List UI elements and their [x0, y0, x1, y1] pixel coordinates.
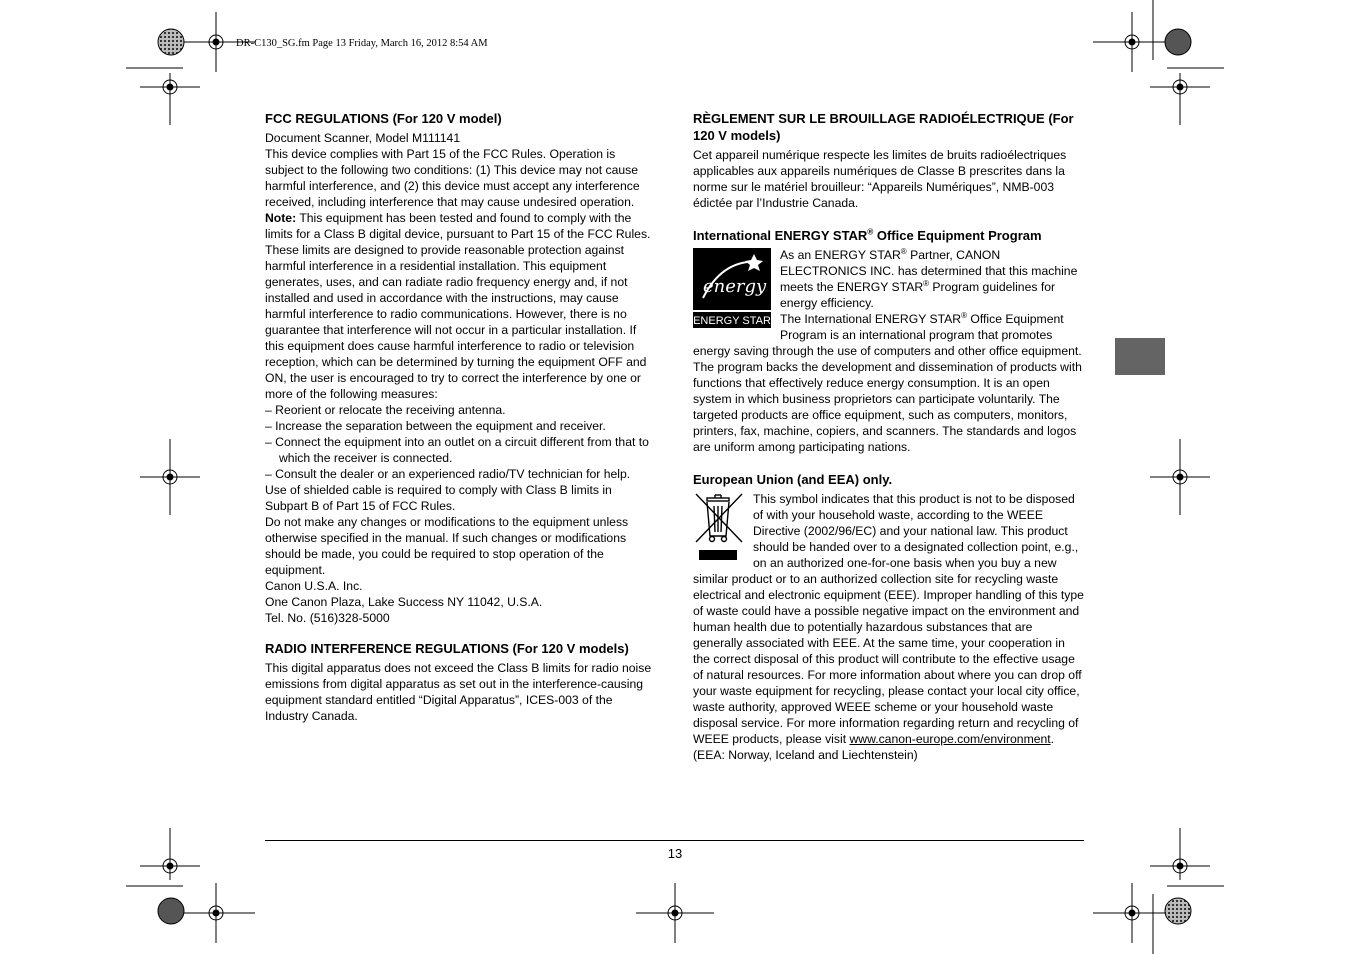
radio-text: This digital apparatus does not exceed the Class B limits for radio noise emissions from digital apparatus as set out in the interference-causing equipment standard entitled “Digital Apparatus”, ICES-003 of the Industry Canada.	[265, 661, 652, 723]
file-info-header: DR-C130_SG.fm Page 13 Friday, March 16, 2012 8:54 AM	[236, 38, 488, 49]
energy-star-label: ENERGY STAR	[693, 315, 771, 327]
fcc-paragraph-3: Do not make any changes or modifications to the equipment unless otherwise specified in the manual. If such changes or modifications should be made, you could be required to stop operation of the equipment.	[265, 515, 629, 577]
measure-item: – Consult the dealer or an experienced radio/TV technician for help.	[265, 467, 631, 481]
footer-rule	[265, 840, 1084, 841]
measure-item: – Increase the separation between the equipment and receiver.	[265, 419, 606, 433]
fcc-paragraph-1: This device complies with Part 15 of the FCC Rules. Operation is subject to the following two conditions: (1) This device may not cause harmful interference, and (2) this device must accept any interference received, including interference that may cause undesired operation.	[265, 147, 640, 209]
radio-title: RADIO INTERFERENCE REGULATIONS (For 120 V models)	[265, 641, 629, 656]
measure-item: – Reorient or relocate the receiving antenna.	[265, 403, 506, 417]
eu-text: This symbol indicates that this product is not to be disposed of with your household waste, according to the WEEE Directive (2002/96/EC) and your national law. This product should be handed over to a designated collection point, e.g., on an authorized one-for-one basis when you buy a new similar product or to an authorized collection site for recycling waste electrical and electronic equipment (EEE). Improper handling of this type of waste could have a possible negative impact on the environment and human health due to potentially hazardous substances that are generally associated with EEE. At the same time, your cooperation in the correct disposal of this product will contribute to the effective usage of natural resources. For more information about where you can drop off your waste equipment for recycling, please contact your local city office, waste authority, approved WEEE scheme or your household waste disposal service. For more information regarding return and recycling of WEEE products, please visit www.canon-europe.com/environment.	[693, 492, 1084, 746]
section-tab	[1115, 338, 1165, 375]
eu-title: European Union (and EEA) only.	[693, 472, 893, 487]
note-text: This equipment has been tested and found to comply with the limits for a Class B digital device, pursuant to Part 15 of the FCC Rules. These limits are designed to provide reasonable protection against harmful interference in a residential installation. This equipment generates, uses, and can radiate radio frequency energy and, if not installed and used in accordance with the instructions, may cause harmful interference to radio communications. However, there is no guarantee that interference will not occur in a particular installation. If this equipment does cause harmful interference to radio or television reception, which can be determined by turning the equipment OFF and ON, the user is encouraged to try to correct the interference by one or more of the following measures:	[265, 211, 651, 401]
environment-link[interactable]: www.canon-europe.com/environment	[849, 732, 1051, 746]
weee-bin-icon	[693, 492, 745, 562]
reglement-title: RÈGLEMENT SUR LE BROUILLAGE RADIOÉLECTRIQUE (For 120 V models)	[693, 111, 1074, 143]
company-tel: Tel. No. (516)328-5000	[265, 611, 390, 625]
eea-note: (EEA: Norway, Iceland and Liechtenstein)	[693, 748, 918, 762]
energy-star-logo	[693, 248, 771, 328]
left-column	[265, 110, 657, 724]
page-number: 13	[667, 846, 683, 861]
reglement-text: Cet appareil numérique respecte les limites de bruits radioélectriques applicables aux appareils numériques de Classe B prescrites dans la norme sur le matériel brouilleur: “Appareils Numériques”, NMB-003 édictée par l’Industrie Canada.	[693, 148, 1067, 210]
fcc-note	[265, 210, 657, 402]
fcc-model: Document Scanner, Model M111141	[265, 131, 461, 145]
energy-script-text: energy	[703, 276, 767, 297]
energy-title: International ENERGY STAR® Office Equipment Program	[693, 227, 1042, 243]
right-column	[693, 110, 1085, 763]
fcc-title: FCC REGULATIONS (For 120 V model)	[265, 111, 502, 126]
measure-item: – Connect the equipment into an outlet on a circuit different from that to which the receiver is connected.	[265, 435, 649, 465]
energy-text-2: The International ENERGY STAR® Office Equipment Program is an international program that promotes energy saving through the use of computers and other office equipment. The program backs the development and dissemination of products with functions that effectively reduce energy consumption. It is an open system in which business proprietors can participate voluntarily. The targeted products are office equipment, such as computers, monitors, printers, fax, machine, copiers, and scanners. The standards and logos are uniform among participating nations.	[693, 310, 1082, 454]
fcc-paragraph-2: Use of shielded cable is required to comply with Class B limits in Subpart B of Part 15 of FCC Rules.	[265, 483, 612, 513]
energy-text-1: As an ENERGY STAR® Partner, CANON ELECTRONICS INC. has determined that this machine meets the ENERGY STAR® Program guidelines for energy efficiency.	[780, 246, 1078, 310]
note-label: Note:	[265, 211, 297, 225]
company-address: One Canon Plaza, Lake Success NY 11042, U.S.A.	[265, 595, 543, 609]
company-name: Canon U.S.A. Inc.	[265, 579, 363, 593]
